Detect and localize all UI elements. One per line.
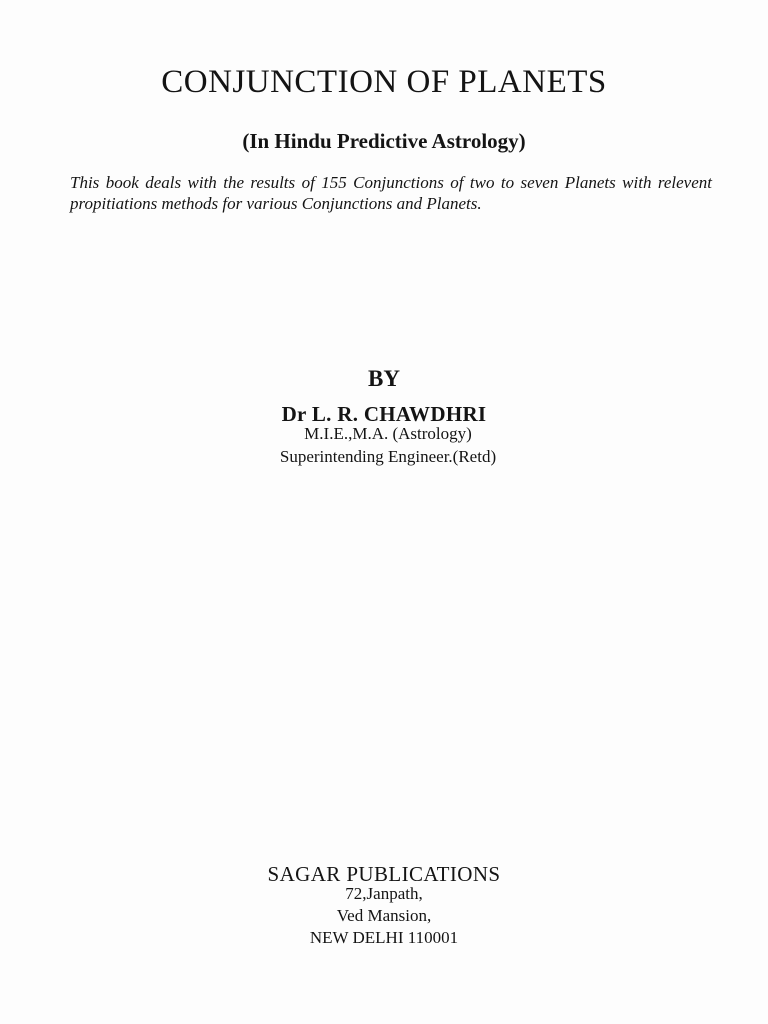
publisher-address-line-1: 72,Janpath, <box>345 884 423 903</box>
author-name: Dr L. R. CHAWDHRI <box>281 402 487 426</box>
author-designation: Superintending Engineer.(Retd) <box>279 447 497 466</box>
publisher-address-line-2: Ved Mansion, <box>336 906 432 925</box>
book-title: CONJUNCTION OF PLANETS <box>161 64 607 100</box>
by-label: BY <box>368 366 400 391</box>
publisher-name: SAGAR PUBLICATIONS <box>267 862 501 886</box>
author-qualifications: M.I.E.,M.A. (Astrology) <box>304 424 472 443</box>
book-subtitle: (In Hindu Predictive Astrology) <box>242 129 526 153</box>
book-description: This book deals with the results of 155 Conjunctions of two to seven Planets with relevent propitiations methods for various Conjunctions and Planets. <box>70 173 712 213</box>
publisher-address-line-3: NEW DELHI 110001 <box>309 928 459 947</box>
